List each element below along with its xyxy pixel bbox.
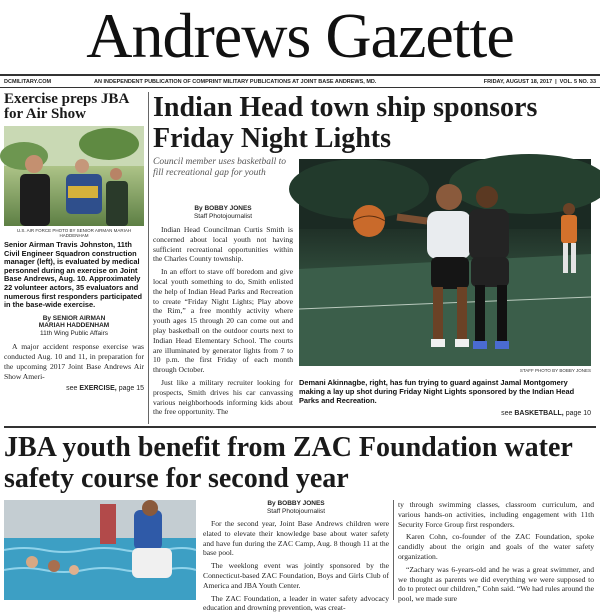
pool-photo-illustration — [4, 500, 196, 600]
bottom-story-paragraph: For the second year, Joint Base Andrews children were elated to elevate their knowledge base about water safety and have fun during the ZAC Camp, Aug. 8 though 11 at the base pool. — [203, 519, 389, 558]
masthead — [0, 0, 600, 72]
bottom-byline — [203, 500, 389, 515]
bottom-story-headline[interactable]: JBA youth benefit from ZAC Foundation water safety course for second year — [4, 432, 573, 494]
jump-page: page 15 — [118, 385, 144, 393]
left-story — [4, 92, 144, 422]
main-byline-role: Staff Photojournalist — [193, 212, 253, 220]
jump-label: EXERCISE, — [79, 385, 117, 393]
column-divider — [393, 500, 394, 600]
exercise-photo — [4, 126, 144, 226]
left-byline-role: 11th Wing Public Affairs — [39, 329, 109, 337]
left-story-body: A major accident response exercise was conducted Aug. 10 and 11, in preparation for the upcoming 2017 Joint Base Andrews Air Show Ameri- — [4, 342, 144, 381]
bottom-story-paragraph: Karen Cohn, co-founder of the ZAC Foundation, spoke candidly about the origin and goals of the water safety organization. — [398, 532, 594, 561]
bottom-byline-role: Staff Photojournalist — [266, 507, 326, 515]
basketball-photo — [299, 159, 591, 366]
bottom-story-paragraph: ty through swimming classes, classroom curriculum, and various hands-on activities, including engagement with 11th Security Force Group first responders. — [398, 500, 594, 529]
left-byline — [4, 315, 144, 338]
main-story-column — [153, 205, 293, 417]
section-divider — [4, 426, 596, 428]
bottom-story-paragraph: “Zachary was 6-years-old and he was a great swimmer, and we thought as parents we did everything we were supposed to do to protect our children,” Cohn said. “We had rules around the pool, we made sure — [398, 564, 594, 604]
basketball-photo-credit: STAFF PHOTO BY BOBBY JONES — [519, 368, 591, 373]
info-bar — [0, 74, 600, 88]
exercise-photo-caption: Senior Airman Travis Johnston, 11th Civil Engineer Squadron construction manager (left), is evaluated by medical personnel during an exercise on Joint Base Andrews, Aug. 10. Approximately 22 volunteer actors, 35 evaluators and numerous first responders participated in the base-wide exercise. — [4, 240, 142, 310]
bottom-story-column-2 — [203, 500, 389, 613]
left-byline-by: By SENIOR AIRMAN — [42, 314, 106, 322]
bottom-story-paragraph: The weeklong event was jointly sponsored by the Connecticut-based ZAC Foundation, Boys and Girls Club of America and JBA Youth Center. — [203, 561, 389, 590]
basketball-photo-illustration — [299, 159, 591, 366]
jump-see: see — [66, 385, 78, 393]
main-story-jump[interactable] — [299, 410, 591, 417]
date-text: FRIDAY, AUGUST 18, 2017 — [483, 78, 553, 85]
left-story-headline[interactable]: Exercise preps JBA for Air Show — [4, 91, 129, 122]
column-divider — [148, 92, 149, 424]
jump-see: see — [501, 410, 513, 417]
site-url[interactable]: DCMILITARY.COM — [4, 78, 52, 85]
bottom-story-headline-block — [4, 432, 596, 494]
main-story-headline-block — [153, 92, 597, 154]
main-byline-name: By BOBBY JONES — [194, 205, 252, 212]
exercise-photo-credit: U.S. AIR FORCE PHOTO BY SENIOR AIRMAN MARIAH HADDENHAM — [16, 228, 132, 238]
jump-page: page 10 — [565, 410, 591, 417]
exercise-photo-illustration — [4, 126, 144, 226]
issue-date — [484, 79, 596, 85]
pool-photo — [4, 500, 196, 600]
bottom-byline-name: By BOBBY JONES — [267, 500, 325, 507]
main-story-paragraph: In an effort to stave off boredom and give local youth something to do, Smith enlisted the help of Indian Head Parks and Recreation to create “Friday Night Lights; Play above the Rim,” a free monthly activity where youth ages 15 through 20 can come out and play basketball on the outdoor courts next to Indian Head Elementary School. The courts are illuminated by generator lights from 7 to 10 p.m. the first Friday of each month through October. — [153, 267, 293, 375]
publication-tagline: AN INDEPENDENT PUBLICATION OF COMPRINT MILITARY PUBLICATIONS AT JOINT BASE ANDREWS, MD. — [94, 78, 377, 85]
main-story-subhead: Council member uses basketball to fill recreational gap for youth — [153, 157, 286, 178]
main-story-paragraph: Just like a military recruiter looking for prospects, Smith drives his car canvassing various neighborhoods informing kids about the free opportunity. The — [153, 377, 293, 417]
volume-text: VOL. 5 NO. 33 — [559, 78, 596, 85]
left-byline-name: MARIAH HADDENHAM — [38, 322, 110, 330]
bottom-story-paragraph: The ZAC Foundation, a leader in water safety advocacy education and drowning prevention, was creat- — [203, 593, 389, 613]
jump-label: BASKETBALL, — [514, 410, 564, 417]
basketball-photo-caption: Demani Akinnagbe, right, has fun trying to guard against Jamal Montgomery making a lay up shot during Friday Night Lights sponsored by the Indian Head Parks and Recreation. — [299, 378, 575, 405]
main-story-headline[interactable]: Indian Head town ship sponsors Friday Night Lights — [153, 92, 538, 154]
main-byline — [153, 205, 293, 220]
separator: | — [555, 78, 557, 85]
newspaper-title: Andrews Gazette — [86, 0, 514, 71]
bottom-story-column-3 — [398, 500, 594, 604]
left-story-jump[interactable] — [4, 385, 144, 392]
main-story-paragraph: Indian Head Councilman Curtis Smith is concerned about local youth not having sufficient recreational opportunities within the Charles County township. — [153, 225, 293, 264]
